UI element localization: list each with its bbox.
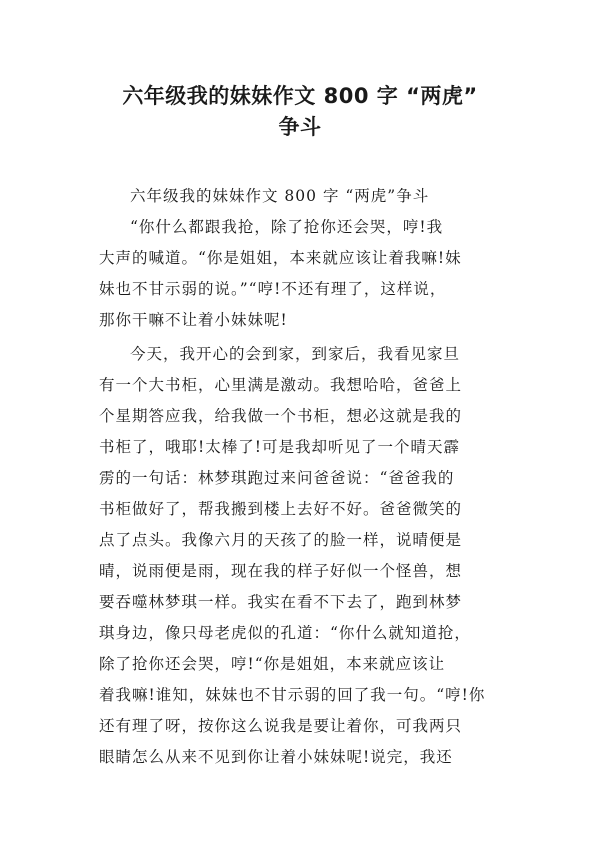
paragraph-line: 那你干嘛不让着小妹妹呢! (99, 311, 288, 329)
document-title-line-2: 争斗 (278, 115, 322, 139)
paragraph-line: 妹也不甘示弱的说。”“哼!不还有理了，这样说， (99, 280, 447, 298)
paragraph-line: 还有理了呀，按你这么说我是要让着你，可我两只 (99, 717, 463, 735)
paragraph-line: 点了点头。我像六月的天孩了的脸一样，说晴便是 (99, 531, 463, 549)
paragraph-line: 个星期答应我，给我做一个书柜，想必这就是我的 (99, 407, 463, 425)
paragraph-line: 今天，我开心的会到家，到家后，我看见家旦 (130, 345, 461, 363)
paragraph-line: 有一个大书柜，心里满是激动。我想哈哈，爸爸上 (99, 376, 463, 394)
paragraph-line: 眼睛怎么从来不见到你让着小妹妹呢!说完，我还 (99, 748, 453, 766)
document-title-line-1: 六年级我的妹妹作文 800 字 “两虎” (122, 84, 478, 108)
paragraph-line: “你什么都跟我抢，除了抢你还会哭，哼!我 (130, 218, 444, 236)
paragraph-line: 琪身边，像只母老虎似的孔道：“你什么就知道抢， (99, 624, 471, 642)
paragraph-line: 书柜做好了，帮我搬到楼上去好不好。爸爸微笑的 (99, 500, 463, 518)
paragraph-line: 书柜了，哦耶!太棒了!可是我却听见了一个晴天霹 (99, 438, 460, 456)
paragraph-line: 大声的喊道。“你是姐姐，本来就应该让着我嘛!妹 (99, 249, 462, 267)
paragraph-line: 除了抢你还会哭，哼!“你是姐姐，本来就应该让 (99, 655, 446, 673)
paragraph-line: 要吞噬林梦琪一样。我实在看不下去了，跑到林梦 (99, 593, 463, 611)
paragraph-line: 雳的一句话：林梦琪跑过来问爸爸说：“爸爸我的 (99, 469, 455, 487)
paragraph-line: 着我嘛!谁知，妹妹也不甘示弱的回了我一句。“哼!你 (99, 686, 486, 704)
subtitle-line: 六年级我的妹妹作文 800 字 “两虎”争斗 (130, 187, 430, 205)
paragraph-line: 晴，说雨便是雨，现在我的样子好似一个怪兽，想 (99, 562, 463, 580)
